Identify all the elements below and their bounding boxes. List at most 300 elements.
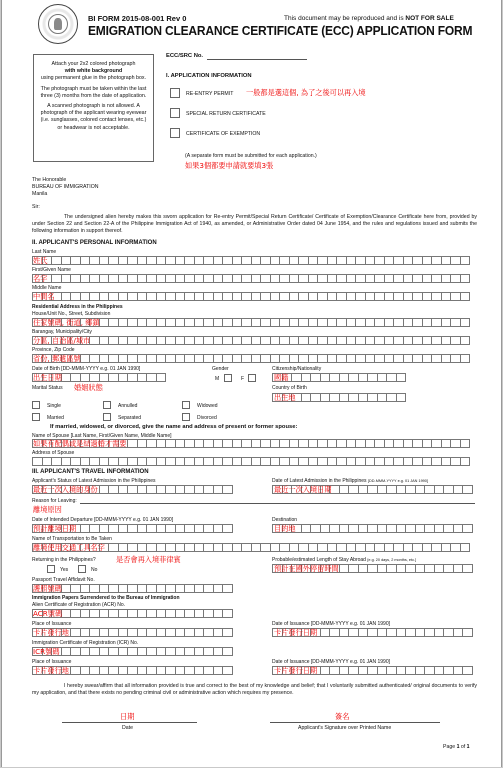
char-cell[interactable] <box>185 256 195 265</box>
char-cell[interactable] <box>404 274 414 283</box>
char-cell[interactable] <box>328 336 338 345</box>
char-cell[interactable] <box>81 609 91 618</box>
returning-yes-checkbox[interactable] <box>47 565 55 573</box>
char-cell[interactable] <box>309 354 319 363</box>
char-cell[interactable] <box>81 256 91 265</box>
signature-field[interactable] <box>270 722 440 723</box>
char-cell[interactable] <box>302 524 312 533</box>
char-cell[interactable] <box>100 628 110 637</box>
char-cell[interactable] <box>261 439 271 448</box>
char-cell[interactable] <box>261 274 271 283</box>
char-cell[interactable] <box>195 318 205 327</box>
char-cell[interactable] <box>223 647 233 656</box>
char-cell[interactable] <box>252 354 262 363</box>
char-cell[interactable] <box>337 354 347 363</box>
char-cell[interactable] <box>292 373 302 382</box>
char-cell[interactable] <box>128 485 138 494</box>
char-cell[interactable] <box>416 485 426 494</box>
char-cell[interactable] <box>138 584 148 593</box>
char-cell[interactable] <box>271 336 281 345</box>
char-cell[interactable] <box>223 609 233 618</box>
char-cell[interactable] <box>413 543 423 552</box>
char-cell[interactable] <box>280 274 290 283</box>
char-cell[interactable] <box>119 584 129 593</box>
char-cell[interactable] <box>214 318 224 327</box>
char-cell[interactable] <box>138 354 148 363</box>
char-cell[interactable] <box>166 584 176 593</box>
char-cell[interactable] <box>223 584 233 593</box>
char-cell[interactable] <box>340 564 350 573</box>
char-cell[interactable] <box>359 393 369 402</box>
char-cell[interactable] <box>340 373 350 382</box>
char-cell[interactable] <box>461 439 471 448</box>
char-cell[interactable] <box>185 292 195 301</box>
char-cell[interactable] <box>378 666 388 675</box>
char-cell[interactable] <box>337 256 347 265</box>
char-cell[interactable] <box>195 524 205 533</box>
char-cell[interactable] <box>100 373 110 382</box>
char-cell[interactable] <box>119 524 129 533</box>
char-cell[interactable] <box>195 609 205 618</box>
char-cell[interactable] <box>100 336 110 345</box>
char-cell[interactable] <box>109 543 119 552</box>
char-cell[interactable] <box>349 524 359 533</box>
char-cell[interactable] <box>176 485 186 494</box>
special-return-checkbox[interactable] <box>170 108 180 118</box>
char-cell[interactable] <box>368 564 378 573</box>
char-cell[interactable] <box>128 292 138 301</box>
char-cell[interactable] <box>356 439 366 448</box>
char-cell[interactable] <box>299 543 309 552</box>
char-cell[interactable] <box>185 666 195 675</box>
char-cell[interactable] <box>385 439 395 448</box>
first-name-field[interactable] <box>32 274 470 283</box>
char-cell[interactable] <box>176 274 186 283</box>
char-cell[interactable] <box>378 524 388 533</box>
char-cell[interactable] <box>397 666 407 675</box>
char-cell[interactable] <box>138 274 148 283</box>
char-cell[interactable] <box>109 336 119 345</box>
char-cell[interactable] <box>109 373 119 382</box>
char-cell[interactable] <box>444 524 454 533</box>
char-cell[interactable] <box>435 628 445 637</box>
char-cell[interactable] <box>413 318 423 327</box>
char-cell[interactable] <box>378 564 388 573</box>
char-cell[interactable] <box>119 336 129 345</box>
char-cell[interactable] <box>318 256 328 265</box>
char-cell[interactable] <box>318 336 328 345</box>
char-cell[interactable] <box>138 543 148 552</box>
char-cell[interactable] <box>166 274 176 283</box>
char-cell[interactable] <box>62 373 72 382</box>
char-cell[interactable] <box>347 439 357 448</box>
char-cell[interactable] <box>321 393 331 402</box>
char-cell[interactable] <box>214 609 224 618</box>
char-cell[interactable] <box>252 256 262 265</box>
char-cell[interactable] <box>176 354 186 363</box>
char-cell[interactable] <box>359 564 369 573</box>
char-cell[interactable] <box>147 439 157 448</box>
char-cell[interactable] <box>299 256 309 265</box>
char-cell[interactable] <box>432 274 442 283</box>
char-cell[interactable] <box>311 373 321 382</box>
char-cell[interactable] <box>185 336 195 345</box>
returning-no-checkbox[interactable] <box>78 565 86 573</box>
char-cell[interactable] <box>375 318 385 327</box>
char-cell[interactable] <box>302 373 312 382</box>
char-cell[interactable] <box>425 485 435 494</box>
char-cell[interactable] <box>128 373 138 382</box>
char-cell[interactable] <box>147 373 157 382</box>
char-cell[interactable] <box>214 336 224 345</box>
last-name-field[interactable] <box>32 256 470 265</box>
char-cell[interactable] <box>394 292 404 301</box>
char-cell[interactable] <box>463 628 473 637</box>
char-cell[interactable] <box>71 256 81 265</box>
char-cell[interactable] <box>404 292 414 301</box>
char-cell[interactable] <box>330 524 340 533</box>
char-cell[interactable] <box>62 292 72 301</box>
char-cell[interactable] <box>185 457 195 466</box>
char-cell[interactable] <box>176 543 186 552</box>
char-cell[interactable] <box>223 485 233 494</box>
char-cell[interactable] <box>147 354 157 363</box>
char-cell[interactable] <box>90 274 100 283</box>
char-cell[interactable] <box>157 318 167 327</box>
char-cell[interactable] <box>90 647 100 656</box>
char-cell[interactable] <box>204 439 214 448</box>
char-cell[interactable] <box>432 543 442 552</box>
char-cell[interactable] <box>423 274 433 283</box>
char-cell[interactable] <box>461 292 471 301</box>
char-cell[interactable] <box>375 543 385 552</box>
char-cell[interactable] <box>166 336 176 345</box>
char-cell[interactable] <box>214 485 224 494</box>
char-cell[interactable] <box>413 457 423 466</box>
char-cell[interactable] <box>435 666 445 675</box>
char-cell[interactable] <box>435 564 445 573</box>
char-cell[interactable] <box>349 628 359 637</box>
char-cell[interactable] <box>204 256 214 265</box>
char-cell[interactable] <box>252 439 262 448</box>
char-cell[interactable] <box>119 373 129 382</box>
barangay-field[interactable] <box>32 336 470 345</box>
char-cell[interactable] <box>328 318 338 327</box>
char-cell[interactable] <box>271 457 281 466</box>
char-cell[interactable] <box>157 524 167 533</box>
char-cell[interactable] <box>425 564 435 573</box>
char-cell[interactable] <box>375 256 385 265</box>
char-cell[interactable] <box>223 628 233 637</box>
char-cell[interactable] <box>71 274 81 283</box>
char-cell[interactable] <box>252 543 262 552</box>
char-cell[interactable] <box>356 457 366 466</box>
char-cell[interactable] <box>195 292 205 301</box>
char-cell[interactable] <box>81 373 91 382</box>
char-cell[interactable] <box>128 647 138 656</box>
char-cell[interactable] <box>176 336 186 345</box>
char-cell[interactable] <box>442 256 452 265</box>
char-cell[interactable] <box>176 524 186 533</box>
char-cell[interactable] <box>375 292 385 301</box>
char-cell[interactable] <box>147 318 157 327</box>
char-cell[interactable] <box>413 256 423 265</box>
char-cell[interactable] <box>214 292 224 301</box>
char-cell[interactable] <box>176 628 186 637</box>
char-cell[interactable] <box>157 457 167 466</box>
char-cell[interactable] <box>185 543 195 552</box>
char-cell[interactable] <box>100 485 110 494</box>
char-cell[interactable] <box>138 292 148 301</box>
char-cell[interactable] <box>366 354 376 363</box>
char-cell[interactable] <box>109 647 119 656</box>
char-cell[interactable] <box>195 485 205 494</box>
char-cell[interactable] <box>195 439 205 448</box>
char-cell[interactable] <box>318 318 328 327</box>
char-cell[interactable] <box>147 274 157 283</box>
char-cell[interactable] <box>397 524 407 533</box>
char-cell[interactable] <box>330 373 340 382</box>
char-cell[interactable] <box>233 292 243 301</box>
char-cell[interactable] <box>347 292 357 301</box>
char-cell[interactable] <box>309 274 319 283</box>
citizenship-field[interactable] <box>272 373 406 382</box>
char-cell[interactable] <box>242 318 252 327</box>
char-cell[interactable] <box>318 274 328 283</box>
char-cell[interactable] <box>90 354 100 363</box>
char-cell[interactable] <box>299 336 309 345</box>
char-cell[interactable] <box>461 256 471 265</box>
char-cell[interactable] <box>233 274 243 283</box>
char-cell[interactable] <box>416 564 426 573</box>
char-cell[interactable] <box>347 274 357 283</box>
char-cell[interactable] <box>280 318 290 327</box>
char-cell[interactable] <box>356 543 366 552</box>
char-cell[interactable] <box>90 457 100 466</box>
char-cell[interactable] <box>406 666 416 675</box>
char-cell[interactable] <box>404 256 414 265</box>
char-cell[interactable] <box>100 318 110 327</box>
char-cell[interactable] <box>375 457 385 466</box>
char-cell[interactable] <box>359 524 369 533</box>
char-cell[interactable] <box>394 274 404 283</box>
char-cell[interactable] <box>119 666 129 675</box>
char-cell[interactable] <box>290 318 300 327</box>
char-cell[interactable] <box>233 256 243 265</box>
char-cell[interactable] <box>368 524 378 533</box>
char-cell[interactable] <box>185 647 195 656</box>
char-cell[interactable] <box>204 666 214 675</box>
char-cell[interactable] <box>100 256 110 265</box>
char-cell[interactable] <box>397 393 407 402</box>
char-cell[interactable] <box>406 524 416 533</box>
char-cell[interactable] <box>299 318 309 327</box>
char-cell[interactable] <box>233 354 243 363</box>
char-cell[interactable] <box>385 457 395 466</box>
char-cell[interactable] <box>337 274 347 283</box>
char-cell[interactable] <box>340 485 350 494</box>
char-cell[interactable] <box>176 647 186 656</box>
char-cell[interactable] <box>147 628 157 637</box>
char-cell[interactable] <box>366 256 376 265</box>
char-cell[interactable] <box>176 666 186 675</box>
char-cell[interactable] <box>280 354 290 363</box>
char-cell[interactable] <box>90 373 100 382</box>
char-cell[interactable] <box>454 524 464 533</box>
char-cell[interactable] <box>195 647 205 656</box>
char-cell[interactable] <box>214 543 224 552</box>
signature-date-field[interactable] <box>62 722 197 723</box>
char-cell[interactable] <box>185 485 195 494</box>
char-cell[interactable] <box>366 543 376 552</box>
char-cell[interactable] <box>52 457 62 466</box>
char-cell[interactable] <box>71 584 81 593</box>
char-cell[interactable] <box>157 647 167 656</box>
char-cell[interactable] <box>463 666 473 675</box>
char-cell[interactable] <box>261 336 271 345</box>
char-cell[interactable] <box>176 318 186 327</box>
char-cell[interactable] <box>461 457 471 466</box>
char-cell[interactable] <box>432 336 442 345</box>
char-cell[interactable] <box>290 292 300 301</box>
char-cell[interactable] <box>394 457 404 466</box>
char-cell[interactable] <box>147 336 157 345</box>
char-cell[interactable] <box>454 666 464 675</box>
char-cell[interactable] <box>100 354 110 363</box>
middle-name-field[interactable] <box>32 292 470 301</box>
char-cell[interactable] <box>385 274 395 283</box>
char-cell[interactable] <box>280 543 290 552</box>
char-cell[interactable] <box>366 457 376 466</box>
char-cell[interactable] <box>252 318 262 327</box>
char-cell[interactable] <box>109 609 119 618</box>
char-cell[interactable] <box>330 393 340 402</box>
char-cell[interactable] <box>366 274 376 283</box>
char-cell[interactable] <box>185 318 195 327</box>
char-cell[interactable] <box>290 457 300 466</box>
char-cell[interactable] <box>223 318 233 327</box>
char-cell[interactable] <box>318 457 328 466</box>
char-cell[interactable] <box>404 439 414 448</box>
char-cell[interactable] <box>176 584 186 593</box>
char-cell[interactable] <box>147 584 157 593</box>
char-cell[interactable] <box>233 336 243 345</box>
char-cell[interactable] <box>223 457 233 466</box>
char-cell[interactable] <box>330 628 340 637</box>
char-cell[interactable] <box>385 543 395 552</box>
char-cell[interactable] <box>195 256 205 265</box>
char-cell[interactable] <box>147 292 157 301</box>
spouse-address-field[interactable] <box>32 457 470 466</box>
char-cell[interactable] <box>185 628 195 637</box>
marital-divorced-checkbox[interactable] <box>182 413 190 421</box>
char-cell[interactable] <box>309 439 319 448</box>
char-cell[interactable] <box>100 609 110 618</box>
char-cell[interactable] <box>271 274 281 283</box>
char-cell[interactable] <box>387 485 397 494</box>
char-cell[interactable] <box>340 524 350 533</box>
char-cell[interactable] <box>128 457 138 466</box>
char-cell[interactable] <box>463 564 473 573</box>
char-cell[interactable] <box>214 274 224 283</box>
char-cell[interactable] <box>425 666 435 675</box>
char-cell[interactable] <box>90 336 100 345</box>
char-cell[interactable] <box>147 666 157 675</box>
char-cell[interactable] <box>451 354 461 363</box>
char-cell[interactable] <box>90 628 100 637</box>
char-cell[interactable] <box>81 666 91 675</box>
char-cell[interactable] <box>423 292 433 301</box>
char-cell[interactable] <box>233 457 243 466</box>
char-cell[interactable] <box>318 292 328 301</box>
char-cell[interactable] <box>176 292 186 301</box>
char-cell[interactable] <box>416 666 426 675</box>
destination-field[interactable] <box>272 524 473 533</box>
char-cell[interactable] <box>90 584 100 593</box>
char-cell[interactable] <box>413 292 423 301</box>
char-cell[interactable] <box>157 666 167 675</box>
char-cell[interactable] <box>242 292 252 301</box>
char-cell[interactable] <box>394 318 404 327</box>
char-cell[interactable] <box>214 666 224 675</box>
char-cell[interactable] <box>387 666 397 675</box>
char-cell[interactable] <box>423 354 433 363</box>
char-cell[interactable] <box>242 457 252 466</box>
char-cell[interactable] <box>90 292 100 301</box>
char-cell[interactable] <box>166 543 176 552</box>
char-cell[interactable] <box>432 439 442 448</box>
char-cell[interactable] <box>444 564 454 573</box>
char-cell[interactable] <box>328 543 338 552</box>
char-cell[interactable] <box>347 354 357 363</box>
char-cell[interactable] <box>378 373 388 382</box>
char-cell[interactable] <box>435 485 445 494</box>
char-cell[interactable] <box>157 256 167 265</box>
char-cell[interactable] <box>119 354 129 363</box>
char-cell[interactable] <box>138 457 148 466</box>
char-cell[interactable] <box>356 292 366 301</box>
char-cell[interactable] <box>166 647 176 656</box>
char-cell[interactable] <box>185 439 195 448</box>
char-cell[interactable] <box>119 485 129 494</box>
char-cell[interactable] <box>337 439 347 448</box>
char-cell[interactable] <box>387 373 397 382</box>
reentry-permit-checkbox[interactable] <box>170 88 180 98</box>
char-cell[interactable] <box>349 564 359 573</box>
char-cell[interactable] <box>166 457 176 466</box>
char-cell[interactable] <box>321 373 331 382</box>
char-cell[interactable] <box>406 485 416 494</box>
char-cell[interactable] <box>119 274 129 283</box>
char-cell[interactable] <box>261 457 271 466</box>
char-cell[interactable] <box>81 628 91 637</box>
char-cell[interactable] <box>119 318 129 327</box>
char-cell[interactable] <box>185 609 195 618</box>
char-cell[interactable] <box>166 524 176 533</box>
char-cell[interactable] <box>309 318 319 327</box>
char-cell[interactable] <box>451 543 461 552</box>
char-cell[interactable] <box>321 628 331 637</box>
char-cell[interactable] <box>271 256 281 265</box>
char-cell[interactable] <box>109 584 119 593</box>
char-cell[interactable] <box>176 256 186 265</box>
char-cell[interactable] <box>166 256 176 265</box>
char-cell[interactable] <box>195 457 205 466</box>
char-cell[interactable] <box>138 647 148 656</box>
char-cell[interactable] <box>119 292 129 301</box>
char-cell[interactable] <box>359 666 369 675</box>
char-cell[interactable] <box>214 628 224 637</box>
